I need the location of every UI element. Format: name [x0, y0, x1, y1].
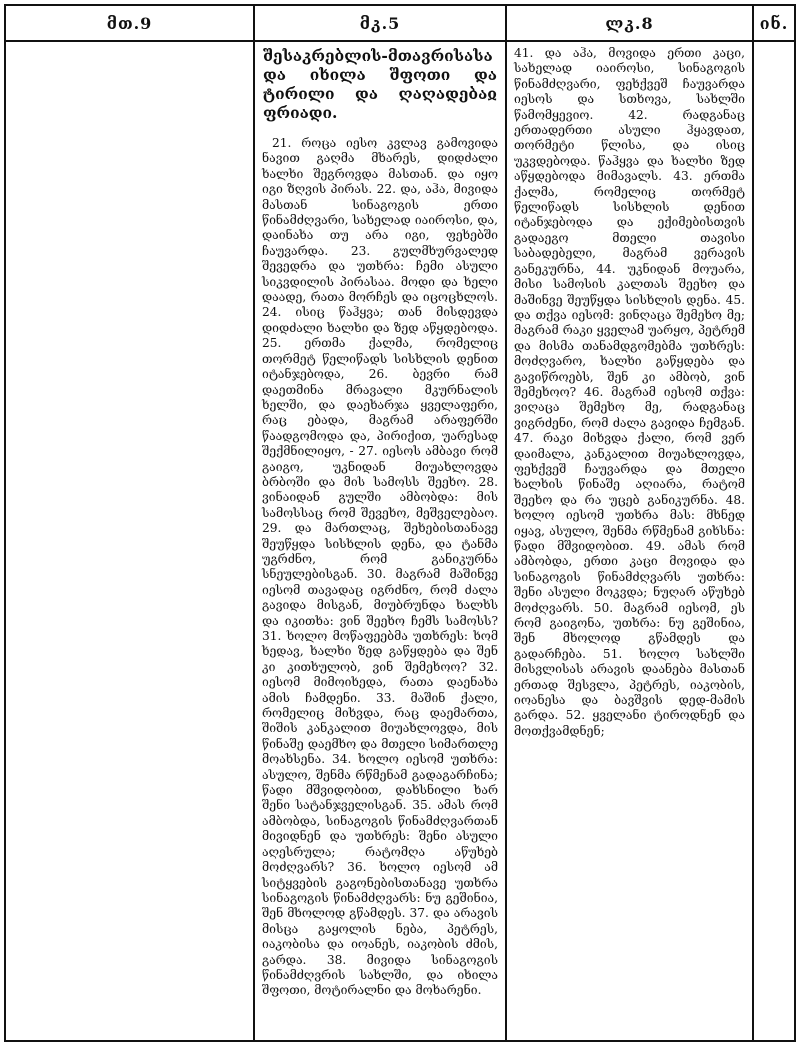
column-matthew [6, 40, 255, 1040]
header-mark: მკ.5 [255, 6, 507, 40]
header-luke: ლკ.8 [507, 6, 754, 40]
gospel-parallel-table [4, 4, 796, 1042]
mark-text: 21. როცა იესო კვლავ გამოვიდა ნავით გაღმა მხარეს, დიდძალი ხალხი შეგროვდა მასთან. და იყო იგი ზღვის პირას. 22. და, აჰა, მივიდა მასთან სინაგოგის ერთი წინამძღვარი, სახელად იაიროსი, და, დაინახა თუ არა იგი, ფეხებში ჩაუვარდა. 23. გულმხურვალედ შევედრა და უთხრა: ჩემი ასული სიკვდილის პირასაა. მოდი და ხელი დაადე, რათა მორჩეს და იცოცხლოს. 24. ისიც წაჰყვა; თან მისდევდა დიდძალი ხალხი და ზედ აწყდებოდა. 25. ერთმა ქალმა, რომელიც თორმეტ წელიწადს სისხლის დენით იტანჯებოდა, 26. ბევრი რამ დაეთმინა მრავალი მკურნალის ხელში, და დაეხარჯა ყველაფერი, რაც ებადა, მაგრამ არაფერში წაადგომოდა და, პირიქით, უარესად შექმნილიყო, - 27. იესოს ამბავი რომ გაიგო, უკნიდან მიუახლოვდა ბრბოში და მის სამოსს შეეხო. 28. ვინაიდან გულში ამბობდა: მის სამოსსაც რომ შევეხო, მეშველებაო. 29. და მართლაც, შეხებისთანავე შეუწყდა სისხლის დენა, და ტანმა უგრძნო, რომ განიკურნა სნეულებისგან. 30. მაგრამ მაშინვე იესომ თავადაც იგრძნო, რომ ძალა გავიდა მისგან, მიუბრუნდა ხალხს და იკითხა: ვინ შეეხო ჩემს სამოსს? 31. ხოლო მოწაფეებმა უთხრეს: ხომ ხედავ, ხალხი ზედ გაწყდება და შენ კი კითხულობ, ვინ შემეხოო? 32. იესომ მიმოიხედა, რათა დაენახა ამის ჩამდენი. 33. მაშინ ქალი, რომელიც მიხვდა, რაც დაემართა, შიშის კანკალით მიუახლოვდა, მის წინაშე დაემხო და მთელი სიმართლე მოახსენა. 34. ხოლო იესომ უთხრა: ასულო, შენმა რწმენამ გადაგარჩინა; წადი მშვიდობით, დახსნილი ხარ შენი სატანჯველისგან. 35. ამას რომ ამბობდა, სინაგოგის წინამძღვართან მივიდნენ და უთხრეს: შენი ასული აღესრულა; რატომღა აწუხებ მოძღვარს? 36. ხოლო იესომ ამ სიტყვების გაგონებისთანავე უთხრა სინაგოგის წინამძღვარს: ნუ გეშინია, შენ მხოლოდ გწამდეს. 37. და არავის მისცა გაყოლის ნება, პეტრეს, იაკობისა და იოანეს, იაკობის ძმის, გარდა. 38. მივიდა სინაგოგის წინამძღვრის სახლში, და იხილა შფოთი, მოტირალნი და მოხარენი. [262, 136, 498, 998]
header-matthew: მთ.9 [6, 6, 255, 40]
column-luke [507, 40, 754, 1040]
column-mark [255, 40, 507, 1040]
column-john [754, 40, 794, 1040]
mark-heading: შესაკრებლის-მთავრისასა და იხილა შფოთი და ტირილი და ღაღადებაჲ ფრიადი. [263, 46, 497, 122]
table-header [6, 6, 794, 42]
header-john: ინ. [759, 13, 789, 33]
luke-text: 41. და აჰა, მოვიდა ერთი კაცი, სახელად იაიროსი, სინაგოგის წინამძღვარი, ფეხქვეშ ჩაუვარდა იესოს და სთხოვა, სახლში წამომყევიო. 42. რადგანაც ერთადერთი ასული ჰყავდათ, თორმეტი წლისა, და ისიც უკვდებოდა. წაჰყვა და ხალხი ზედ აწყდებოდა მიმავალს. 43. ერთმა ქალმა, რომელიც თორმეტ წელიწადს სისხლის დენით იტანჯებოდა და ექიმებისთვის გადაეგო მთელი თავისი საბადებელი, მაგრამ ვერავის განეკურნა, 44. უკნიდან მოუარა, მისი სამოსის კალთას შეეხო და მაშინვე შეუწყდა სისხლის დენა. 45. და თქვა იესომ: ვინღაცა შემეხო მე; მაგრამ რაკი ყველამ უარყო, პეტრემ და მისმა თანამდგომებმა უთხრეს: მოძღვარო, ხალხი გაწყდება და გავიწროებს, შენ კი ამბობ, ვინ შემეხოო? 46. მაგრამ იესომ თქვა: ვიღაცა შემეხო მე, რადგანაც ვიგრძენი, რომ ძალა გავიდა ჩემგან. 47. რაკი მიხვდა ქალი, რომ ვერ დაიმალა, კანკალით მიუახლოვდა, ფეხქვეშ ჩაუვარდა და მთელი ხალხის წინაშე აღიარა, რატომ შეეხო და რა უცებ განიკურნა. 48. ხოლო იესომ უთხრა მას: მხნედ იყავ, ასულო, შენმა რწმენამ გიხსნა: წადი მშვიდობით. 49. ამას რომ ამბობდა, ერთი კაცი მოვიდა და სინაგოგის წინამძღვარს უთხრა: შენი ასული მოკვდა; ნუღარ აწუხებ მოძღვარს. 50. მაგრამ იესომ, ეს რომ გაიგონა, უთხრა: ნუ გეშინია, შენ მხოლოდ გწამდეს და გადარჩება. 51. ხოლო სახლში მისვლისას არავის დაანება მასთან ერთად შესვლა, პეტრეს, იაკობის, იოანესა და ბავშვის დედ-მამის გარდა. 52. ყველანი ტიროდნენ და მოთქვამდნენ; [514, 46, 745, 738]
